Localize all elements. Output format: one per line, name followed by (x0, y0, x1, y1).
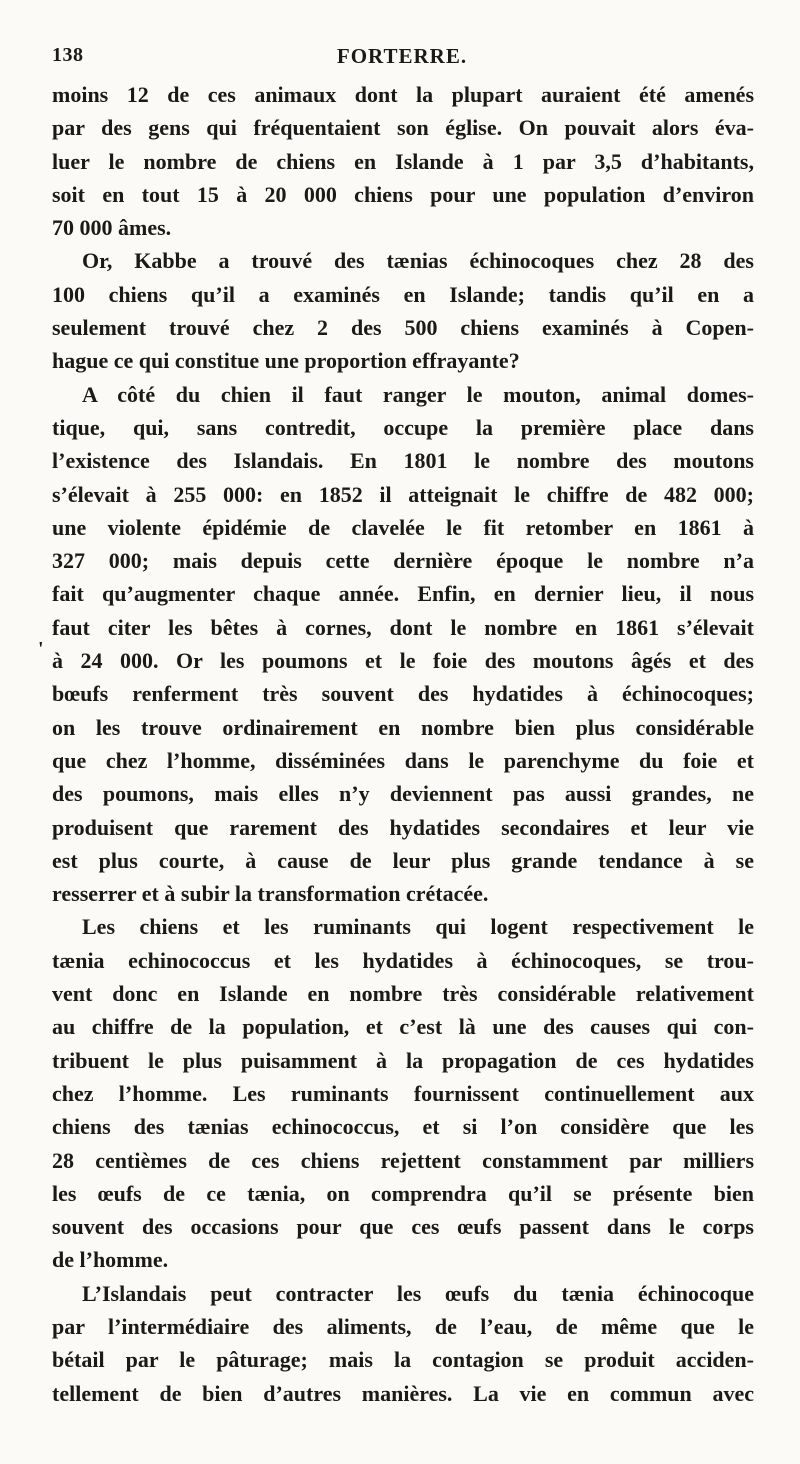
text-line: luer le nombre de chiens en Islande à 1 par 3,5 d’habitants, (52, 148, 754, 174)
text-line: au chiffre de la population, et c’est là une des causes qui con- (52, 1014, 754, 1040)
margin-mark: ' (38, 638, 44, 660)
paragraph-first-line: A côté du chien il faut ranger le mouton, animal domes- (82, 381, 754, 407)
body-text (52, 78, 754, 1410)
text-line: 70 000 âmes. (52, 215, 172, 241)
paragraph-first-line: L’Islandais peut contracter les œufs du tænia échinocoque (82, 1280, 754, 1306)
text-line: seulement trouvé chez 2 des 500 chiens examinés à Copen- (52, 315, 754, 341)
text-line: par l’intermédiaire des aliments, de l’eau, de même que le (52, 1313, 754, 1339)
text-line: tribuent le plus puisamment à la propagation de ces hydatides (52, 1047, 754, 1073)
text-line: est plus courte, à cause de leur plus grande tendance à se (52, 847, 754, 873)
text-line: souvent des occasions pour que ces œufs passent dans le corps (52, 1214, 754, 1240)
text-line: moins 12 de ces animaux dont la plupart auraient été amenés (52, 82, 754, 107)
paragraph-first-line: Les chiens et les ruminants qui logent respectivement le (82, 914, 754, 940)
text-line: faut citer les bêtes à cornes, dont le nombre en 1861 s’élevait (52, 614, 754, 640)
text-line: que chez l’homme, disséminées dans le parenchyme du foie et (52, 747, 754, 773)
text-line: tique, qui, sans contredit, occupe la première place dans (52, 414, 754, 440)
text-line: hague ce qui constitue une proportion effrayante? (52, 348, 520, 374)
text-line: 28 centièmes de ces chiens rejettent constamment par milliers (52, 1147, 754, 1173)
page-header (52, 44, 752, 78)
text-line: de l’homme. (52, 1247, 169, 1273)
text-line: l’existence des Islandais. En 1801 le nombre des moutons (52, 448, 754, 474)
text-line: tænia echinococcus et les hydatides à échinocoques, se trou- (52, 947, 754, 973)
running-title: FORTERRE. (336, 44, 468, 68)
text-line: resserrer et à subir la transformation crétacée. (52, 881, 489, 907)
text-line: soit en tout 15 à 20 000 chiens pour une population d’environ (52, 181, 754, 207)
text-line: 327 000; mais depuis cette dernière époque le nombre n’a (52, 548, 754, 574)
text-line: une violente épidémie de clavelée le fit retomber en 1861 à (52, 514, 754, 540)
page-number: 138 (52, 44, 84, 66)
text-line: des poumons, mais elles n’y deviennent pas aussi grandes, ne (52, 781, 754, 807)
text-line: tellement de bien d’autres manières. La vie en commun avec (52, 1380, 754, 1406)
text-line: les œufs de ce tænia, on comprendra qu’il se présente bien (52, 1180, 754, 1206)
text-line: bœufs renferment très souvent des hydatides à échinocoques; (52, 681, 754, 707)
text-line: à 24 000. Or les poumons et le foie des moutons âgés et des (52, 648, 754, 674)
paragraph-first-line: Or, Kabbe a trouvé des tænias échinocoques chez 28 des (82, 248, 754, 274)
text-line: on les trouve ordinairement en nombre bien plus considérable (52, 714, 754, 740)
text-line: bétail par le pâturage; mais la contagion se produit acciden- (52, 1347, 754, 1373)
text-line: vent donc en Islande en nombre très considérable relativement (52, 981, 754, 1007)
text-line: s’élevait à 255 000: en 1852 il atteignait le chiffre de 482 000; (52, 481, 754, 507)
text-line: produisent que rarement des hydatides secondaires et leur vie (52, 814, 754, 840)
text-line: 100 chiens qu’il a examinés en Islande; tandis qu’il en a (52, 281, 754, 307)
text-line: par des gens qui fréquentaient son église. On pouvait alors éva- (52, 115, 754, 141)
text-line: chez l’homme. Les ruminants fournissent continuellement aux (52, 1080, 754, 1106)
text-line: fait qu’augmenter chaque année. Enfin, en dernier lieu, il nous (52, 581, 754, 607)
text-line: chiens des tænias echinococcus, et si l’on considère que les (52, 1114, 754, 1140)
